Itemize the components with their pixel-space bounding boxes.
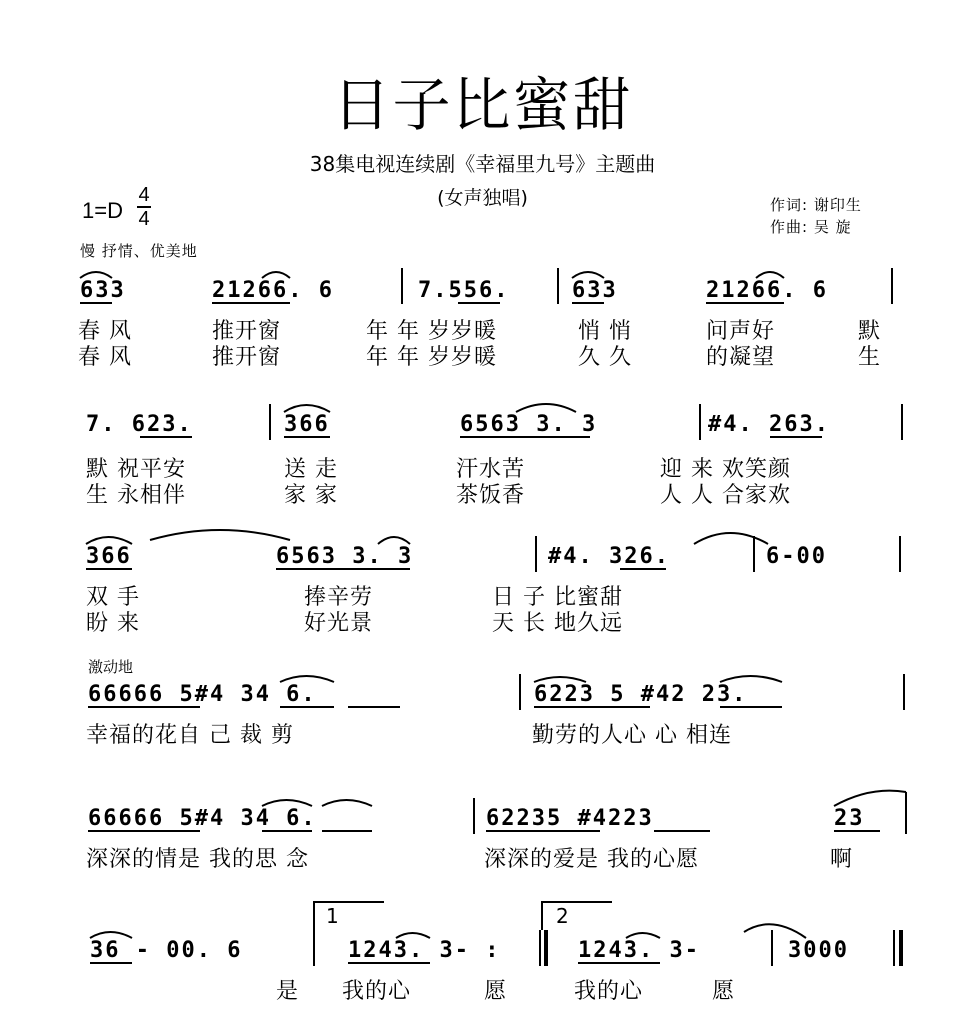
slur [284,405,330,412]
lyric-line: 是 [276,979,300,1004]
notation-measure: 633 [80,278,126,303]
slur [534,677,586,682]
song-subtitle: 38集电视连续剧《幸福里九号》主题曲 [309,152,656,176]
slur [90,932,132,938]
notation-measure: 1243. 3- [578,938,700,963]
notation-measure: 66666 5#4 34 6. [88,682,317,707]
notation-measure: 66666 5#4 34 6. [88,806,317,831]
lyric-verse1: 年 年 岁岁暖 [366,319,497,344]
slur [694,533,768,544]
slur [834,791,906,806]
lyric-line: 深深的情是 我的思 念 [86,847,309,872]
lyric-line: 愿 [712,979,736,1004]
slur [572,272,604,278]
lyric-verse2: 盼 来 [86,611,140,636]
slur [378,537,410,544]
lyric-line: 我的心 [342,979,412,1004]
lyric-line: 幸福的花自 己 裁 剪 [86,723,294,748]
lyric-line: 勤劳的人心 心 相连 [532,723,732,748]
lyric-verse2: 的凝望 [706,345,776,370]
lyric-verse1: 春 风 [78,319,132,344]
lyric-verse2: 人 人 合家欢 [660,483,791,508]
lyricist-credit: 作词: 谢印生 [770,196,862,214]
notation-measure: 3000 [788,938,849,963]
lyric-verse2: 茶饭香 [456,483,526,508]
notation-measure: 1243. 3- : [348,938,501,963]
second-ending-number: 2 [556,904,570,928]
lyric-verse1: 悄 悄 [578,319,632,344]
slur [150,530,290,540]
notation-measure: 6-00 [766,544,827,569]
first-ending-bracket [314,902,384,930]
notation-measure: 21266. 6 [212,278,334,303]
lyric-verse2: 天 长 地久远 [492,611,623,636]
lyric-verse1: 双 手 [86,585,140,610]
slur [744,924,806,938]
slur [720,676,782,682]
lyric-line: 愿 [484,979,508,1004]
lyric-verse1: 日 子 比蜜甜 [492,585,623,610]
slur [80,272,112,278]
notation-measure: #4. 263. [708,412,830,437]
lyric-verse1: 推开窗 [212,319,282,344]
notation-measure: #4. 326. [548,544,670,569]
second-ending-bracket [542,902,612,930]
lyric-verse2: 年 年 岁岁暖 [366,345,497,370]
lyric-verse2: 推开窗 [212,345,282,370]
notation-measure: 36 - 00. 6 [90,938,243,963]
notation-measure: 366 [86,544,132,569]
slur [262,272,290,278]
slur [280,676,334,682]
song-title: 日子比蜜甜 [332,71,633,139]
first-ending-number: 1 [326,904,340,928]
time-signature-bottom: 4 [138,208,150,230]
slur [322,800,372,806]
slur [262,800,312,806]
key-signature: 1=D [82,198,123,223]
notation-measure: 7. 623. [86,412,193,437]
slur [396,933,430,938]
composer-credit: 作曲: 吴 旋 [770,218,852,236]
lyric-verse2: 生 [858,345,882,370]
notation-measure: 6563 3. 3 [276,544,414,569]
lyric-verse1: 默 祝平安 [86,457,186,482]
lyric-verse2: 家 家 [284,483,338,508]
lyric-verse1: 送 走 [284,457,338,482]
lyric-line: 深深的爱是 我的心愿 [484,847,699,872]
notation-measure: 23 [834,806,865,831]
notation-measure: 62235 #4223 [486,806,654,831]
lyric-verse1: 默 [858,319,882,344]
lyric-verse2: 好光景 [304,611,374,636]
slur [756,272,784,278]
lyric-verse2: 春 风 [78,345,132,370]
lyric-verse1: 捧辛劳 [304,585,374,610]
slur [516,404,576,412]
notation-measure: 7.556. [418,278,510,303]
notation-measure: 6563 3. 3 [460,412,598,437]
lyric-line: 我的心 [574,979,644,1004]
slur [86,537,132,544]
slur [626,933,660,938]
lyric-verse1: 迎 来 欢笑颜 [660,457,791,482]
notation-measure: 6223 5 #42 23. [534,682,748,707]
tempo-marking: 慢 抒情、优美地 [80,242,198,260]
lyric-verse1: 问声好 [706,319,776,344]
lyric-verse1: 汗水苦 [456,457,526,482]
lyric-line: 啊 [830,847,854,872]
notation-measure: 366 [284,412,330,437]
expression-marking: 激动地 [88,658,134,676]
lyric-verse2: 生 永相伴 [86,483,186,508]
performance-note: (女声独唱) [437,187,528,209]
notation-measure: 21266. 6 [706,278,828,303]
notation-measure: 633 [572,278,618,303]
time-signature-top: 4 [138,184,150,206]
lyric-verse2: 久 久 [578,345,632,370]
